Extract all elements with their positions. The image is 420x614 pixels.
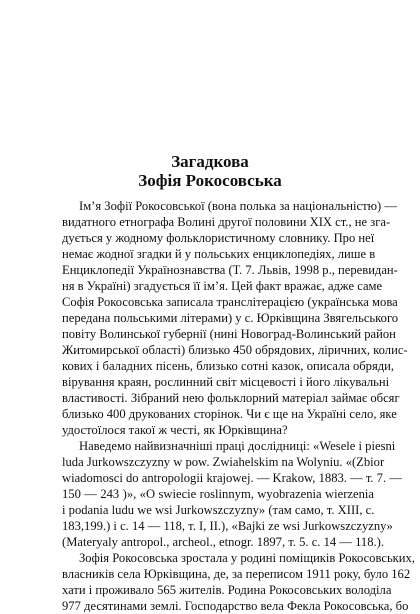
text-line: близько 400 друкованих сторінок. Чи є ще на Україні село, яке <box>62 407 397 421</box>
text-line: wiadomosci do antropologii krajowej. — Krakow, 1883. — т. 7. — <box>62 471 402 485</box>
text-line: хати і проживало 565 жителів. Родина Рокосовських володіла <box>62 583 392 597</box>
chapter-title-line-1: Загадкова <box>171 152 249 171</box>
text-line: 150 — 243 )», «O swiecie roslinnym, wyobrazenia wierzenia <box>62 487 374 501</box>
text-line: Житомирської області) близько 450 обрядових, ліричних, колис- <box>62 343 408 357</box>
text-line: видатного етнографа Волині другої половини XIX ст., не зга- <box>62 215 391 229</box>
text-line: удостоїлося такої ж честі, як Юрківщина? <box>62 423 288 437</box>
text-line: немає жодної згадки й у польських енциклопедіях, лише в <box>62 247 376 261</box>
text-line: кових і баладних пісень, близько сотні казок, описала обряди, <box>62 359 395 373</box>
text-line: вірування краян, рослинний світ місцевості і його лікувальні <box>62 375 390 389</box>
text-line: luda Jurkowszczyzny w pow. Zwiahelskim na Wolyniu. «(Zbior <box>62 455 385 469</box>
text-line: властивості. Зібраний нею фольклорний матеріал займає обсяг <box>62 391 400 405</box>
text-line: ня в Україні) згадується її ім’я. Цей факт вражає, адже саме <box>62 279 383 293</box>
text-line: i podania ludu we wsi Jurkowszczyzny» (там само, т. XIII, с. <box>62 503 375 517</box>
text-line: Зофія Рокосовська зростала у родині поміщиків Рокосовських, <box>79 551 415 565</box>
chapter-title-line-2: Зофія Рокосовська <box>138 171 282 190</box>
text-line: 183,199.) і с. 14 — 118, т. І, ІІ.), «Bajki ze wsi Jurkowszczyzny» <box>62 519 393 533</box>
text-line: Енциклопедії Українознавства (Т. 7. Львів, 1998 р., перевидан- <box>62 263 398 277</box>
text-line: передана польськими літерами) у с. Юрківщина Звягельського <box>62 311 399 325</box>
text-line: Наведемо найвизначніші праці дослідниці: «Wesele i piesni <box>79 439 396 453</box>
text-line: Софія Рокосовська записала транслітерацією (українська мова <box>62 295 398 309</box>
text-line: власників села Юрківщина, де, за переписом 1911 року, було 162 <box>62 567 411 581</box>
text-line: дується у жодному фольклористичному словнику. Про неї <box>62 231 375 245</box>
text-line: (Materyaly antropol., archeol., etnogr. 1897, т. 5. с. 14 — 118.). <box>62 535 385 549</box>
text-line: 977 десятинами землі. Господарство вела Фекла Рокосовська, бо <box>62 599 409 613</box>
text-line: Ім’я Зофії Рокосовської (вона полька за національністю) — <box>79 199 397 213</box>
text-line: повіту Волинської губернії (нині Новоград-Волинський район <box>62 327 396 341</box>
